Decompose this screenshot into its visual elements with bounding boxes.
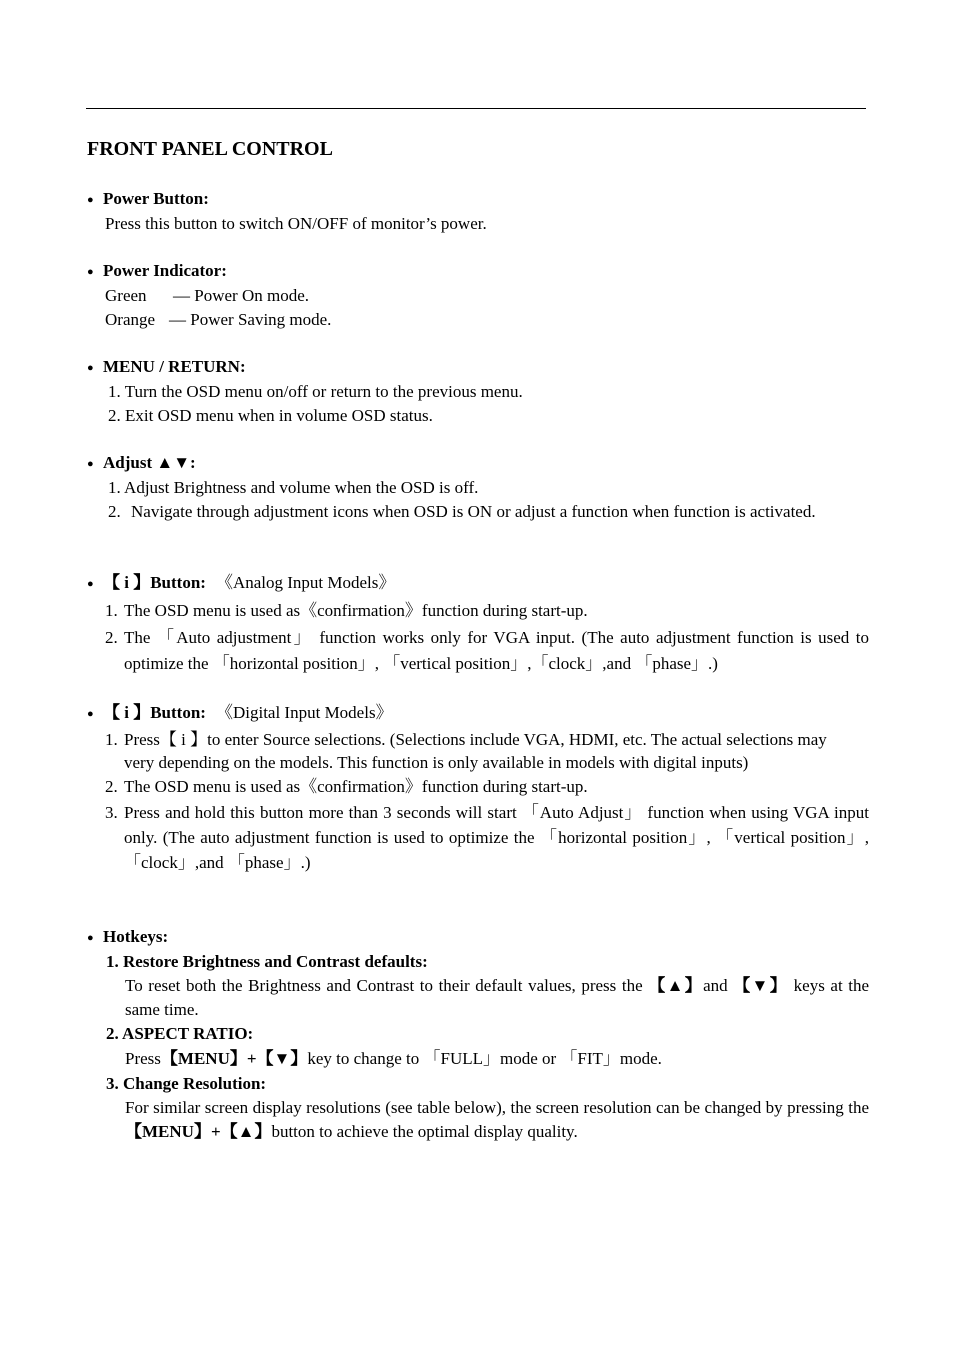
section-heading: 【 i 】Button: <box>103 703 206 722</box>
list-item: The 「Auto adjustment」 function works only for VGA input. (The auto adjustment function is used to optimize the 「horizontal position」, 「vertical position」,「clock」,and 「phase」.) <box>124 628 869 673</box>
list-number: 2. <box>105 777 118 796</box>
section-hotkeys <box>87 925 869 1144</box>
bullet-icon: ● <box>87 362 94 374</box>
list-number: 1. <box>105 601 118 620</box>
section-heading: 【 i 】Button: <box>103 573 206 592</box>
list-item: 1. Adjust Brightness and volume when the OSD is off. <box>108 478 479 497</box>
header-rule <box>86 108 866 109</box>
key-combo: 【MENU】+【▼】 <box>160 1049 308 1068</box>
section-power-button <box>87 187 869 236</box>
list-number: 2. <box>108 502 121 521</box>
list-number: 1. <box>105 730 118 749</box>
text-span: and <box>703 976 734 995</box>
list-number: 3. <box>105 803 118 822</box>
indicator-orange-label: Orange <box>105 310 156 329</box>
list-item: The OSD menu is used as《confirmation》function during start-up. <box>124 601 588 620</box>
bullet-icon: ● <box>87 708 94 720</box>
section-power-indicator <box>87 259 869 332</box>
hotkey-heading: 2. ASPECT RATIO: <box>106 1024 254 1043</box>
list-item: Press【 i 】to enter Source selections. (Selections include VGA, HDMI, etc. The actual selections may very depending on the models. This function is only available in models with digital inputs) <box>124 730 827 772</box>
indicator-green-label: Green <box>105 286 147 305</box>
key-down: 【▼】 <box>733 976 789 995</box>
section-heading: Hotkeys: <box>103 927 169 946</box>
hotkey-heading: 3. Change Resolution: <box>106 1074 267 1093</box>
hotkey-text <box>125 974 869 1022</box>
hotkey-text <box>125 1046 869 1072</box>
list-item: 1. Turn the OSD menu on/off or return to the previous menu. <box>108 382 523 401</box>
text-span: button to achieve the optimal display quality. <box>271 1122 578 1141</box>
section-text: Press this button to switch ON/OFF of monitor’s power. <box>105 214 487 233</box>
section-heading: Adjust ▲▼: <box>103 453 196 472</box>
hotkey-text <box>125 1096 869 1144</box>
bullet-icon: ● <box>87 458 94 470</box>
text-span: For similar screen display resolutions (see table below), the screen resolution can be changed by pressing the <box>125 1098 869 1117</box>
list-item: The OSD menu is used as《confirmation》function during start-up. <box>124 777 588 796</box>
section-heading: Power Indicator: <box>103 261 227 280</box>
section-tag: 《Analog Input Models》 <box>215 573 396 592</box>
section-i-button-analog <box>87 570 869 677</box>
text-span: key to change to 「FULL」mode or 「FIT」mode. <box>307 1049 662 1068</box>
section-i-button-digital <box>87 700 869 875</box>
key-up: 【▲】 <box>648 976 704 995</box>
section-menu-return <box>87 355 869 428</box>
text-span: To reset both the Brightness and Contrast to their default values, press the <box>125 976 649 995</box>
bullet-icon: ● <box>87 194 94 206</box>
list-item: Press and hold this button more than 3 seconds will start 「Auto Adjust」 function when using VGA input only. (The auto adjustment function is used to optimize the 「horizontal position」, 「vertical position」,「clock」,and 「phase」.) <box>124 803 869 872</box>
page-title: FRONT PANEL CONTROL <box>87 138 333 160</box>
list-number: 2. <box>105 628 118 647</box>
text-span: Press <box>125 1049 161 1068</box>
section-heading: MENU / RETURN: <box>103 357 246 376</box>
bullet-icon: ● <box>87 932 94 944</box>
section-tag: 《Digital Input Models》 <box>215 703 393 722</box>
list-item: 2. Exit OSD menu when in volume OSD status. <box>108 406 433 425</box>
bullet-icon: ● <box>87 578 94 590</box>
section-heading: Power Button: <box>103 189 209 208</box>
indicator-orange-text: — Power Saving mode. <box>169 310 332 329</box>
text-span: keys at the same time. <box>125 976 870 1019</box>
key-combo: 【MENU】+【▲】 <box>125 1122 272 1141</box>
bullet-icon: ● <box>87 266 94 278</box>
section-adjust <box>87 451 869 523</box>
list-item: Navigate through adjustment icons when OSD is ON or adjust a function when function is activated. <box>131 502 816 521</box>
hotkey-heading: 1. Restore Brightness and Contrast defaults: <box>106 952 428 971</box>
indicator-green-text: — Power On mode. <box>173 286 309 305</box>
